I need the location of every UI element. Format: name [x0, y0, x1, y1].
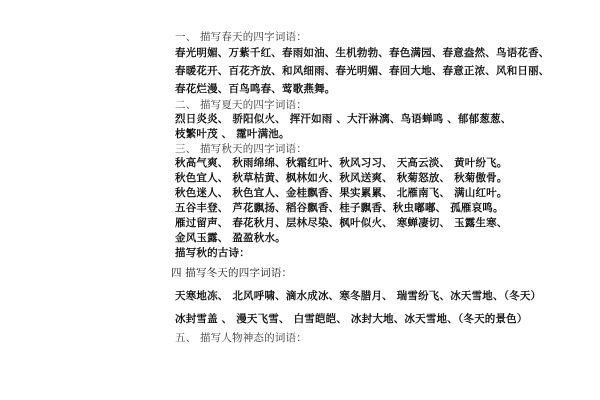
section-heading-summer: 二、 描写夏天的四字词语：	[175, 99, 307, 111]
section-heading-spring: 一、 描写春天的四字词语：	[175, 31, 307, 43]
section-heading-autumn: 三、 描写秋天的四字词语：	[175, 143, 307, 155]
autumn-line: 五谷丰登、 芦花飘扬、稻谷飘香、桂子飘香、秋虫嘟嘟、 孤雁哀鸣。	[175, 202, 504, 214]
autumn-line: 雁过留声、 春花秋月、层林尽染、枫叶似火、 寒蝉凄切、 玉露生寒、	[175, 217, 508, 229]
summer-line: 枝繁叶茂 、 霪叶满池。	[175, 128, 290, 140]
spring-line: 春光明媚、万紫千红、春雨如油、生机勃勃、春色满园、春意盎然、鸟语花香、	[175, 47, 550, 59]
autumn-line: 秋色迷人、 秋色宜人、金桂飘香、果实累累、 北雁南飞、 满山红叶。	[175, 187, 508, 199]
spring-line: 春暖花开、百花齐放、和风细雨、春光明媚、春回大地、春意正浓、风和日丽、	[175, 65, 550, 77]
winter-line: 天寒地冻、 北风呼啸、滴水成冰、寒冬腊月、 瑞雪纷飞、冰天雪地、（冬天）	[175, 290, 542, 302]
autumn-line: 秋色宜人、 秋草枯黄、枫林如火、秋风送爽、 秋菊怒放、 秋菊傲骨。	[175, 172, 508, 184]
autumn-poem-label: 描写秋的古诗：	[175, 247, 250, 259]
summer-line: 烈日炎炎、 骄阳似火、 挥汗如雨 、大汗淋漓、鸟语蝉鸣 、郁郁葱葱、	[175, 113, 512, 125]
spring-line: 春花烂漫、百鸟鸣春、莺歌燕舞。	[175, 83, 336, 95]
section-heading-expression: 五、 描写人物神态的词语：	[175, 332, 307, 344]
autumn-line: 秋高气爽、 秋雨绵绵、秋霜红叶、秋风习习、 天高云淡、 黄叶纷飞。	[175, 157, 508, 169]
autumn-line: 金风玉露、 盈盈秋水。	[175, 232, 286, 244]
winter-line: 冰封雪盖 、 漫天飞雪、 白雪皑皑、 冰封大地、冰天雪地、（冬天的景色）	[175, 313, 528, 325]
section-heading-winter: 四 描写冬天的四字词语：	[171, 267, 293, 279]
